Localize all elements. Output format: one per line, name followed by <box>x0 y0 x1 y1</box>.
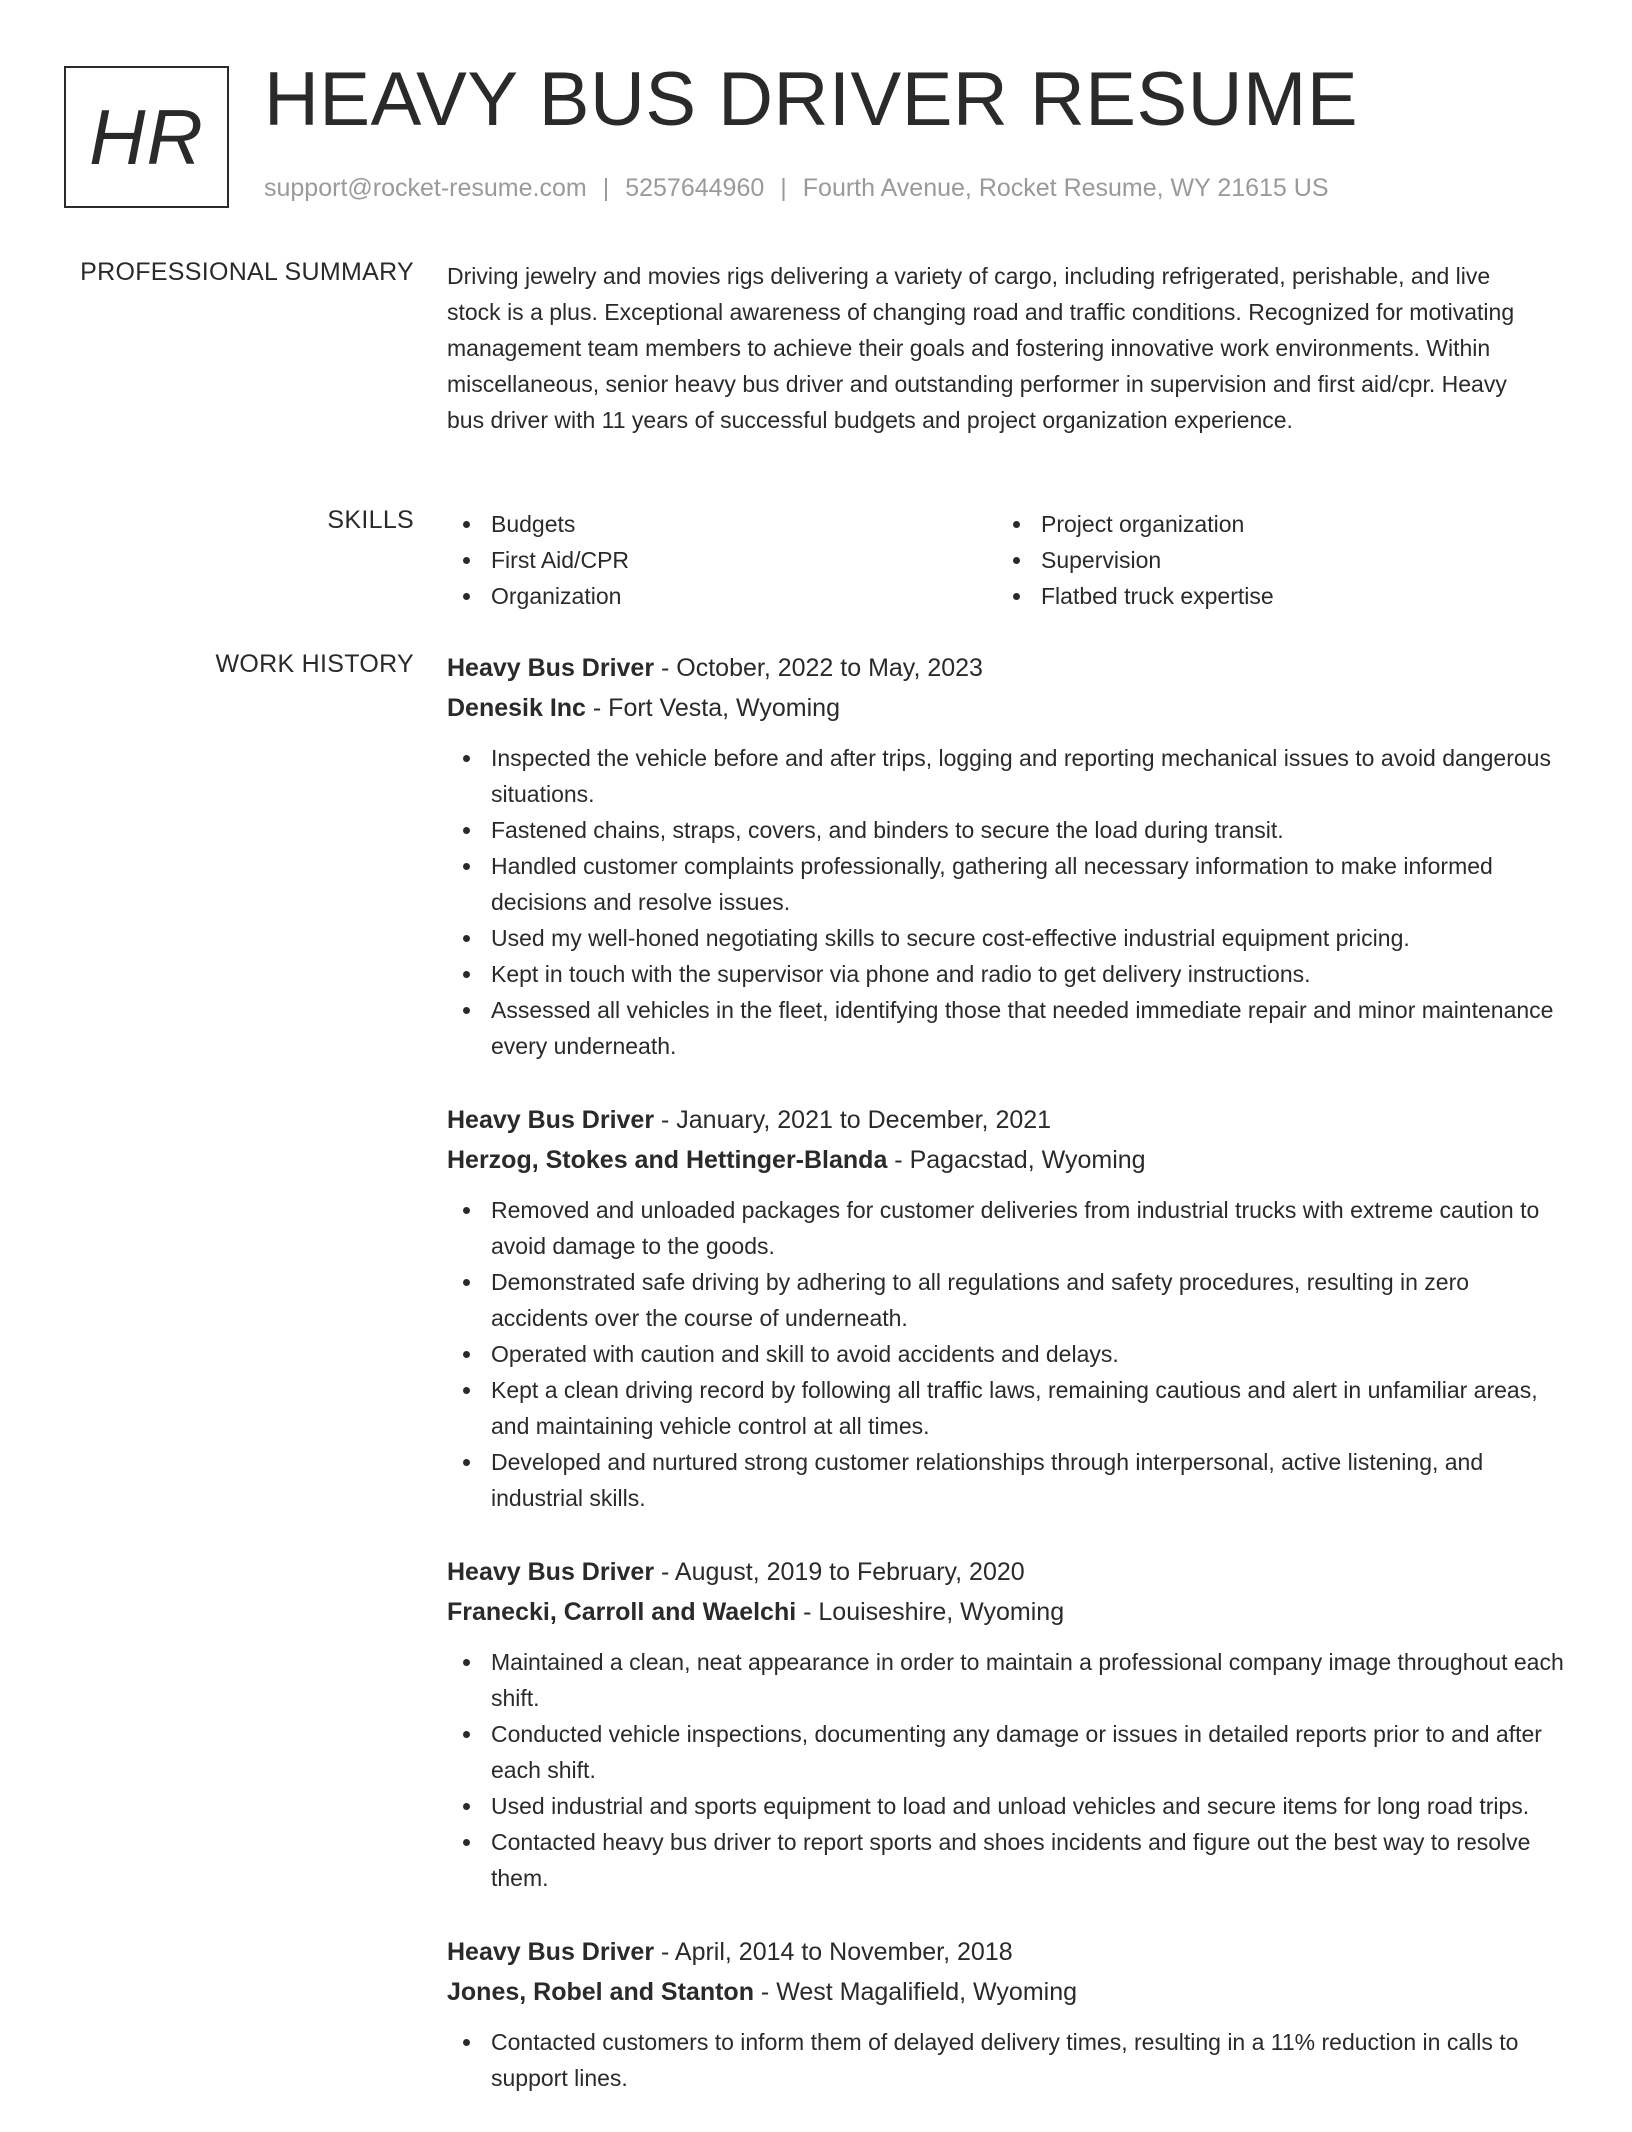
job-title: Heavy Bus Driver <box>447 1106 655 1134</box>
job-bullet: Maintained a clean, neat appearance in order to maintain a professional company image throughout each shift. <box>447 1644 1567 1716</box>
skill-item: First Aid/CPR <box>447 542 997 578</box>
work-history-body <box>447 648 1567 2132</box>
contact-address: Fourth Avenue, Rocket Resume, WY 21615 US <box>802 174 1329 202</box>
job-dates: - August, 2019 to February, 2020 <box>654 1558 1025 1586</box>
work-history-heading: WORK HISTORY <box>215 650 414 678</box>
job-title-line <box>447 1932 1567 1972</box>
job-bullets <box>447 1644 1567 1896</box>
contact-phone[interactable]: 5257644960 <box>625 174 765 202</box>
job-title-line <box>447 1552 1567 1592</box>
job-location: - West Magalifield, Wyoming <box>753 1978 1078 2006</box>
job-company-line <box>447 1592 1567 1632</box>
job-company-line <box>447 688 1567 728</box>
job-dates: - April, 2014 to November, 2018 <box>654 1938 1013 1966</box>
contact-separator: | <box>602 174 610 202</box>
summary-heading: PROFESSIONAL SUMMARY <box>80 258 414 286</box>
job-bullet: Kept in touch with the supervisor via phone and radio to get delivery instructions. <box>447 956 1567 992</box>
job-title: Heavy Bus Driver <box>447 654 655 682</box>
skills-grid <box>447 506 1547 614</box>
job-bullet: Handled customer complaints professionally, gathering all necessary information to make informed decisions and resolve issues. <box>447 848 1567 920</box>
job-bullet: Developed and nurtured strong customer relationships through interpersonal, active listening, and industrial skills. <box>447 1444 1567 1516</box>
skill-item: Project organization <box>997 506 1547 542</box>
job-bullets <box>447 2024 1567 2096</box>
job-company: Franecki, Carroll and Waelchi <box>447 1598 797 1626</box>
job-location: - Louiseshire, Wyoming <box>796 1598 1065 1626</box>
job-location: - Pagacstad, Wyoming <box>887 1146 1146 1174</box>
job-bullet: Used my well-honed negotiating skills to secure cost-effective industrial equipment pricing. <box>447 920 1567 956</box>
job-bullet: Used industrial and sports equipment to load and unload vehicles and secure items for long road trips. <box>447 1788 1567 1824</box>
job-bullet: Fastened chains, straps, covers, and binders to secure the load during transit. <box>447 812 1567 848</box>
job-bullets <box>447 740 1567 1064</box>
job-dates: - January, 2021 to December, 2021 <box>654 1106 1052 1134</box>
job-entry <box>447 1100 1567 1516</box>
job-company: Denesik Inc <box>447 694 586 722</box>
skills-column-left <box>447 506 997 614</box>
summary-body <box>447 258 1567 438</box>
job-entry <box>447 1552 1567 1896</box>
contact-email[interactable]: support@rocket-resume.com <box>264 174 587 202</box>
job-entry <box>447 1932 1567 2096</box>
job-company-line <box>447 1972 1567 2012</box>
job-title: Heavy Bus Driver <box>447 1558 655 1586</box>
skill-item: Supervision <box>997 542 1547 578</box>
contact-separator: | <box>780 174 787 202</box>
job-dates: - October, 2022 to May, 2023 <box>654 654 983 682</box>
job-bullet: Operated with caution and skill to avoid accidents and delays. <box>447 1336 1567 1372</box>
skill-item: Organization <box>447 578 997 614</box>
job-company-line <box>447 1140 1567 1180</box>
job-bullet: Contacted heavy bus driver to report sports and shoes incidents and figure out the best way to resolve them. <box>447 1824 1567 1896</box>
job-title-line <box>447 648 1567 688</box>
job-bullets <box>447 1192 1567 1516</box>
job-title-line <box>447 1100 1567 1140</box>
job-company: Herzog, Stokes and Hettinger-Blanda <box>447 1146 888 1174</box>
job-bullet: Inspected the vehicle before and after trips, logging and reporting mechanical issues to avoid dangerous situations. <box>447 740 1567 812</box>
resume-header <box>64 57 1564 212</box>
job-bullet: Conducted vehicle inspections, documenting any damage or issues in detailed reports prior to and after each shift. <box>447 1716 1567 1788</box>
monogram-logo: HR <box>64 66 229 208</box>
skill-item: Flatbed truck expertise <box>997 578 1547 614</box>
job-location: - Fort Vesta, Wyoming <box>585 694 840 722</box>
contact-line <box>264 174 1329 203</box>
skills-column-right <box>997 506 1547 614</box>
job-entry <box>447 648 1567 1064</box>
job-bullet: Assessed all vehicles in the fleet, identifying those that needed immediate repair and minor maintenance every underneath. <box>447 992 1567 1064</box>
job-company: Jones, Robel and Stanton <box>447 1978 754 2006</box>
job-bullet: Kept a clean driving record by following all traffic laws, remaining cautious and alert in unfamiliar areas, and maintaining vehicle control at all times. <box>447 1372 1567 1444</box>
resume-title: HEAVY BUS DRIVER RESUME <box>264 57 1359 142</box>
skills-heading: SKILLS <box>327 506 414 534</box>
job-bullet: Contacted customers to inform them of delayed delivery times, resulting in a 11% reduction in calls to support lines. <box>447 2024 1567 2096</box>
skill-item: Budgets <box>447 506 997 542</box>
job-title: Heavy Bus Driver <box>447 1938 655 1966</box>
job-bullet: Demonstrated safe driving by adhering to all regulations and safety procedures, resulting in zero accidents over the course of underneath. <box>447 1264 1567 1336</box>
skills-body <box>447 506 1567 614</box>
job-bullet: Removed and unloaded packages for customer deliveries from industrial trucks with extreme caution to avoid damage to the goods. <box>447 1192 1567 1264</box>
summary-text: Driving jewelry and movies rigs delivering a variety of cargo, including refrigerated, perishable, and live stock is a plus. Exceptional awareness of changing road and traffic conditions. Recognized for motivating management team members to achieve their goals and fostering innovative work environments. Within miscellaneous, senior heavy bus driver and outstanding performer in supervision and first aid/cpr. Heavy bus driver with 11 years of successful budgets and project organization experience. <box>447 263 1515 433</box>
